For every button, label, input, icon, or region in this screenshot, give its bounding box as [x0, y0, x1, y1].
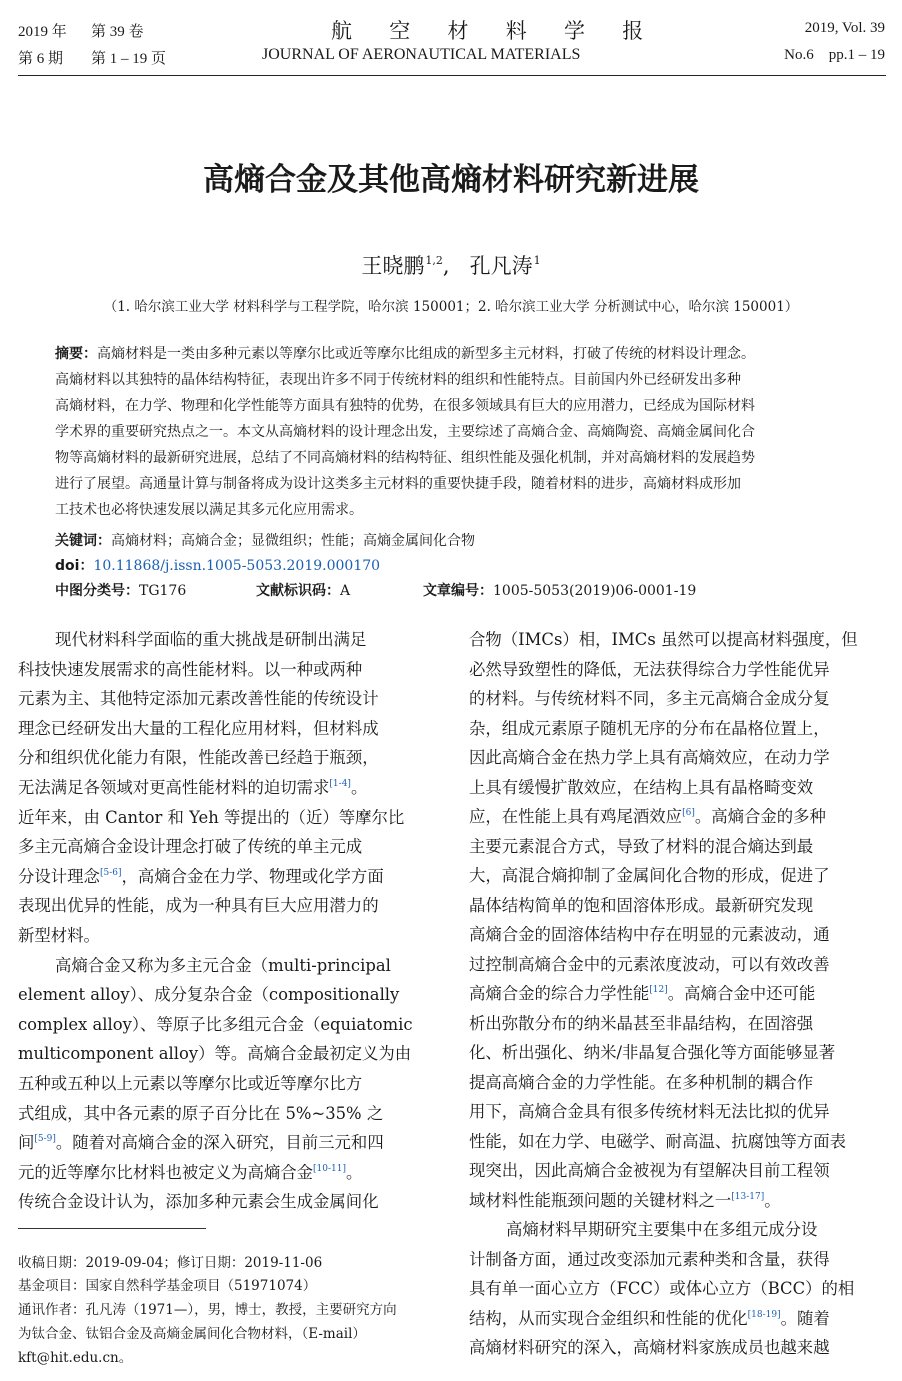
body-line	[18, 1011, 413, 1035]
body-line	[469, 921, 830, 945]
body-text: 应，在性能上具有鸡尾酒效应	[469, 807, 683, 826]
footnote-line: kft@hit.edu.cn。	[18, 1350, 133, 1366]
body-text: 高熵材料研究的深入，高熵材料家族成员也越来越	[469, 1338, 830, 1357]
citation-ref: [6]	[682, 808, 695, 818]
body-text: 分设计理念	[18, 866, 100, 886]
clc-value: TG176	[139, 583, 187, 599]
doi-label: doi：	[55, 558, 94, 574]
abstract-line	[55, 395, 755, 415]
abstract-text: 高熵材料，在力学、物理和化学性能等方面具有独特的优势，在很多领域具有巨大的应用潜力，已经成为国际材料	[55, 398, 755, 414]
body-text: 。高熵合金的多种	[694, 807, 826, 826]
clc-number	[55, 580, 186, 600]
body-text: 表现出优异的性能，成为一种具有巨大应用潜力的	[18, 896, 379, 916]
abstract-text: 工技术也必将快速发展以满足其多元化应用需求。	[55, 502, 363, 518]
abstract-text: 学术界的重要研究热点之一。本文从高熵材料的设计理念出发，主要综述了高熵合金、高熵陶瓷、高熵金属间化合	[55, 424, 755, 440]
author-list	[0, 250, 902, 280]
body-text: 。	[350, 778, 368, 797]
abstract-line	[55, 369, 741, 389]
body-line	[469, 1010, 813, 1034]
body-text: 高熵合金的固溶体结构中存在明显的元素波动，通	[469, 925, 830, 944]
body-text: 化、析出强化、纳米/非晶复合强化等方面能够显著	[469, 1043, 836, 1062]
footnote-rule	[18, 1228, 206, 1229]
document-code	[256, 580, 350, 600]
body-line	[469, 862, 830, 886]
body-text: 无法满足各领域对更高性能材料的迫切需求	[18, 778, 330, 797]
body-line	[469, 626, 858, 650]
body-line	[18, 863, 384, 887]
body-text: 高熵合金的综合力学性能	[469, 984, 650, 1003]
body-text: 传统合金设计认为，添加多种元素会生成金属间化	[18, 1192, 379, 1212]
body-line	[506, 1216, 817, 1240]
citation-ref: [5-9]	[34, 1134, 56, 1145]
keywords	[55, 530, 475, 550]
body-text: ，高熵合金在力学、物理或化学方面	[121, 866, 384, 886]
body-text: 。	[764, 1190, 781, 1210]
author-name: 孔凡涛	[469, 254, 533, 278]
body-text: 性能，如在力学、电磁学、耐高温、抗腐蚀等方面表	[469, 1131, 846, 1151]
document-code-label: 文献标识码：	[256, 583, 340, 599]
body-line	[469, 1039, 835, 1063]
abstract-label: 摘要：	[55, 346, 97, 362]
body-line	[469, 951, 830, 975]
body-text: 提高高熵合金的力学性能。在多种机制的耦合作	[469, 1072, 814, 1092]
body-line	[18, 1129, 384, 1153]
doi	[55, 555, 380, 575]
header-year-cn: 2019 年	[18, 24, 67, 40]
author-separator: ,	[442, 254, 450, 278]
body-line	[469, 1098, 830, 1122]
author-affil-sup: 1,2	[425, 254, 443, 267]
abstract-line	[55, 499, 363, 519]
body-line	[18, 744, 379, 768]
journal-name-en: JOURNAL OF AERONAUTICAL MATERIALS	[262, 46, 581, 63]
affiliation: （1. 哈尔滨工业大学 材料科学与工程学院，哈尔滨 150001；2. 哈尔滨工业大学 分析测试中心，哈尔滨 150001）	[103, 299, 799, 315]
body-line	[469, 980, 815, 1004]
keywords-text: 高熵材料；高熵合金；显微组织；性能；高熵金属间化合物	[111, 533, 475, 549]
body-line	[469, 744, 830, 768]
body-text: 杂，组成元素原子随机无序的分布在晶格位置上，	[469, 718, 830, 738]
abstract-line	[55, 473, 741, 493]
body-text: 元的近等摩尔比材料也被定义为高熵合金	[18, 1162, 314, 1182]
abstract-text: 高熵材料是一类由多种元素以等摩尔比或近等摩尔比组成的新型多主元材料，打破了传统的材料设计理念。	[97, 346, 755, 362]
body-text: 计制备方面，通过改变添加元素种类和含量，获得	[469, 1249, 830, 1269]
body-line	[18, 656, 362, 680]
body-text: 近年来，由 Cantor 和 Yeh 等提出的（近）等摩尔比	[18, 807, 405, 827]
body-line	[469, 892, 813, 916]
citation-ref: [13-17]	[731, 1191, 765, 1202]
body-text: element alloy）、成分复杂合金（compositionally	[18, 985, 400, 1005]
body-line	[469, 833, 813, 857]
header-year-vol-en: 2019, Vol. 39	[804, 20, 885, 36]
body-text: 。高熵合金中还可能	[667, 984, 816, 1003]
abstract-line	[55, 421, 755, 441]
author-affil-sup: 1	[533, 254, 541, 267]
body-line	[18, 1188, 379, 1212]
citation-ref: [18-19]	[747, 1309, 781, 1320]
body-text: 因此高熵合金在热力学上具有高熵效应，在动力学	[469, 748, 830, 767]
header-rule	[18, 75, 886, 76]
body-text: 理念已经研发出大量的工程化应用材料，但材料成	[18, 718, 379, 738]
header-issue-pages-en: No.6 pp.1 – 19	[784, 47, 885, 63]
body-line	[18, 1159, 362, 1183]
body-text: 用下，高熵合金具有很多传统材料无法比拟的优异	[469, 1102, 830, 1121]
body-text: 大，高混合熵抑制了金属间化合物的形成，促进了	[469, 866, 830, 885]
citation-ref: [1-4]	[329, 779, 351, 789]
header-pages-cn: 第 1 – 19 页	[91, 51, 167, 67]
body-text: 必然导致塑性的降低，无法获得综合力学性能优异	[469, 659, 830, 679]
body-text: 。随着对高熵合金的深入研究，目前三元和四	[55, 1133, 384, 1153]
body-text: 晶体结构简单的饱和固溶体形成。最新研究发现	[469, 895, 814, 915]
citation-ref: [12]	[649, 985, 668, 995]
body-line	[469, 1275, 854, 1299]
body-text: 分和组织优化能力有限，性能改善已经趋于瓶颈，	[18, 748, 379, 768]
body-line	[18, 1040, 411, 1064]
body-text: 具有单一面心立方（FCC）或体心立方（BCC）的相	[469, 1279, 855, 1298]
body-line	[18, 1100, 383, 1124]
body-text: multicomponent alloy）等。高熵合金最初定义为由	[18, 1044, 412, 1064]
body-text: 上具有缓慢扩散效应，在结构上具有晶格畸变效	[469, 777, 814, 797]
header-volume-cn: 第 39 卷	[91, 24, 144, 40]
body-text: 析出弥散分布的纳米晶甚至非晶结构，在固溶强	[469, 1013, 814, 1033]
document-code-value: A	[340, 583, 351, 599]
abstract-text: 物等高熵材料的最新研究进展，总结了不同高熵材料的结构特征、组织性能及强化机制，并对高熵材料的发展趋势	[55, 450, 755, 466]
body-line	[18, 922, 100, 946]
body-text: 过控制高熵合金中的元素浓度波动，可以有效改善	[469, 954, 830, 974]
body-line	[55, 626, 366, 650]
body-line	[469, 715, 830, 739]
body-text: 间	[18, 1133, 35, 1153]
abstract-line	[55, 447, 755, 467]
body-text: 高熵材料早期研究主要集中在多组元成分设	[506, 1220, 818, 1239]
footnote-line: 通讯作者：孔凡涛（1971—），男，博士，教授，主要研究方向	[18, 1302, 397, 1318]
body-text: 现代材料科学面临的重大挑战是研制出满足	[55, 630, 367, 649]
footnote-line: 收稿日期：2019-09-04；修订日期：2019-11-06	[18, 1255, 323, 1271]
body-line	[18, 685, 379, 709]
body-line	[469, 1069, 813, 1093]
keywords-label: 关键词：	[55, 533, 111, 549]
body-line	[469, 1305, 830, 1329]
body-line	[469, 1334, 830, 1358]
body-text: 高熵合金又称为多主元合金（multi-principal	[55, 955, 391, 975]
body-text: 元素为主、其他特定添加元素改善性能的传统设计	[18, 689, 379, 709]
body-text: 域材料性能瓶颈问题的关键材料之一	[469, 1190, 732, 1210]
paper-title: 高熵合金及其他高熵材料研究新进展	[203, 162, 699, 198]
doi-link[interactable]: 10.11868/j.issn.1005-5053.2019.000170	[93, 558, 381, 574]
article-number-label: 文章编号：	[423, 583, 493, 599]
body-line	[18, 892, 379, 916]
body-text: 。随着	[780, 1308, 830, 1328]
body-text: 科技快速发展需求的高性能材料。以一种或两种	[18, 659, 363, 679]
body-line	[469, 1187, 781, 1211]
abstract-text: 进行了展望。高通量计算与制备将成为设计这类多主元材料的重要快捷手段，随着材料的进步，高熵材料成形加	[55, 476, 741, 492]
body-line	[55, 952, 391, 976]
body-line	[469, 1246, 830, 1270]
body-line	[18, 833, 362, 857]
body-line	[18, 715, 379, 739]
header-issue-cn: 第 6 期	[18, 51, 64, 67]
body-line	[18, 1070, 362, 1094]
body-line	[469, 803, 826, 827]
body-text: 式组成，其中各元素的原子百分比在 5%~35% 之	[18, 1103, 384, 1123]
body-line	[18, 804, 404, 828]
article-number-value: 1005-5053(2019)06-0001-19	[493, 583, 697, 599]
abstract-text: 高熵材料以其独特的晶体结构特征，表现出许多不同于传统材料的组织和性能特点。目前国内外已经研发出多种	[55, 372, 741, 388]
article-number	[423, 580, 696, 600]
body-line	[469, 656, 830, 680]
body-text: 现突出，因此高熵合金被视为有望解决目前工程领	[469, 1161, 830, 1180]
citation-ref: [10-11]	[313, 1163, 346, 1174]
body-text: 主要元素混合方式，导致了材料的混合熵达到最	[469, 836, 814, 856]
body-text: complex alloy）、等原子比多组元合金（equiatomic	[18, 1014, 413, 1034]
body-text: 五种或五种以上元素以等摩尔比或近等摩尔比方	[18, 1074, 363, 1093]
body-line	[18, 774, 367, 798]
abstract-line	[55, 343, 755, 363]
citation-ref: [5-6]	[99, 867, 122, 878]
journal-name-cn: 航 空 材 料 学 报	[331, 19, 660, 43]
body-text: 合物（IMCs）相，IMCs 虽然可以提高材料强度，但	[469, 630, 858, 649]
body-line	[469, 685, 830, 709]
body-text: 的材料。与传统材料不同，多主元高熵合金成分复	[469, 689, 830, 708]
body-line	[469, 774, 813, 798]
body-line	[469, 1157, 830, 1181]
author-name: 王晓鹏	[361, 254, 425, 278]
body-line	[18, 981, 399, 1005]
footnote-line: 为钛合金、钛铝合金及高熵金属间化合物材料，（E-mail）	[18, 1326, 366, 1342]
body-text: 结构，从而实现合金组织和性能的优化	[469, 1308, 748, 1328]
body-text: 多主元高熵合金设计理念打破了传统的单主元成	[18, 837, 363, 857]
body-text: 新型材料。	[18, 926, 100, 945]
footnote-line: 基金项目：国家自然科学基金项目（51971074）	[18, 1278, 317, 1294]
body-text: 。	[346, 1162, 363, 1182]
clc-label: 中图分类号：	[55, 583, 139, 599]
body-line	[469, 1128, 846, 1152]
